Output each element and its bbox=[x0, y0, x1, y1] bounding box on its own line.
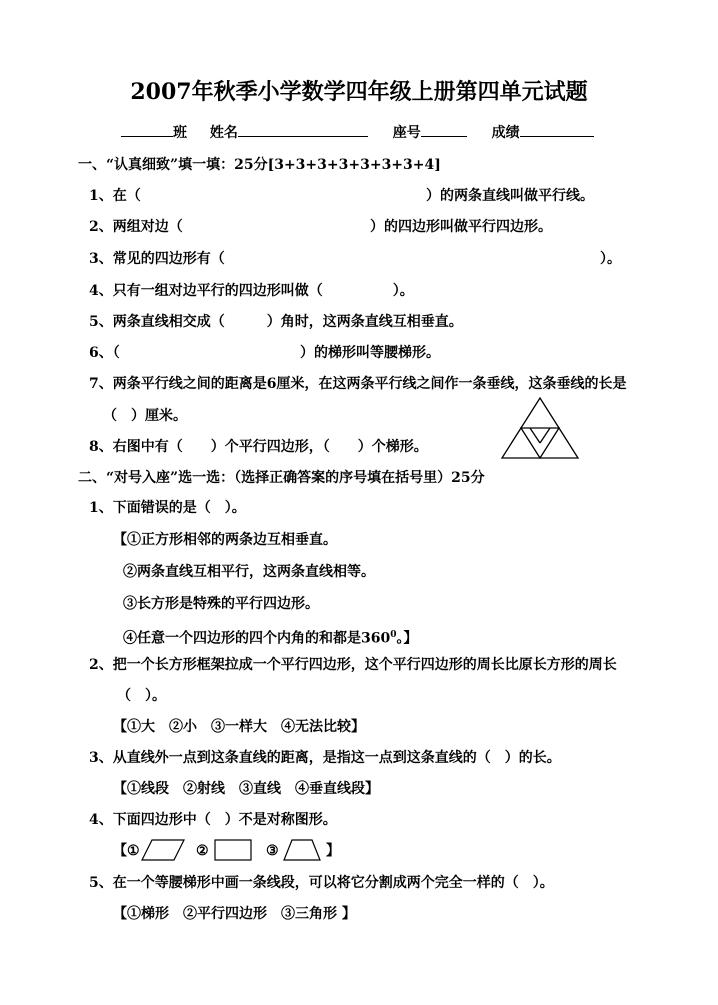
s1-q6-start: 6、（ bbox=[89, 345, 120, 361]
s2-q5: 5、在一个等腰梯形中画一条线段，可以将它分割成两个完全一样的（ ）。 bbox=[89, 875, 554, 891]
s2-q1-option3: ③长方形是特殊的平行四边形。 bbox=[123, 596, 319, 612]
class-label: 班 bbox=[173, 125, 187, 141]
s1-q2-start: 2、两组对边（ bbox=[89, 219, 183, 235]
s1-q8: 8、右图中有（ ）个平行四边形，（ ）个梯形。 bbox=[89, 439, 428, 455]
inner-line-right bbox=[540, 428, 550, 443]
rectangle-shape bbox=[214, 838, 252, 862]
score-label: 成绩 bbox=[491, 125, 520, 141]
inner-line-left bbox=[530, 428, 540, 443]
s1-q4: 4、只有一组对边平行的四边形叫做（ ）。 bbox=[89, 283, 414, 299]
name-blank[interactable] bbox=[238, 122, 368, 137]
class-blank[interactable] bbox=[121, 122, 173, 137]
triangle-figure bbox=[500, 396, 580, 462]
s2-q4-bracket-right: 】 bbox=[326, 843, 340, 859]
s2-q1-option4-end: 。】 bbox=[396, 630, 418, 647]
s2-q4-opt3-label: ③ bbox=[266, 843, 279, 859]
parallelogram-shape bbox=[140, 838, 186, 862]
s1-q3-start: 3、常见的四边形有（ bbox=[89, 251, 225, 267]
s1-q5: 5、两条直线相交成（ ）角时，这两条直线互相垂直。 bbox=[89, 314, 463, 330]
seat-blank[interactable] bbox=[421, 122, 467, 137]
s2-q1-option2: ②两条直线互相平行，这两条直线相等。 bbox=[123, 564, 375, 580]
s2-q4-opt1-label: ① bbox=[127, 843, 140, 859]
score-blank[interactable] bbox=[520, 122, 594, 137]
s2-q4-bracket-left: 【 bbox=[113, 843, 127, 859]
section2-heading: 二、“对号入座”选一选：（选择正确答案的序号填在括号里）25分 bbox=[78, 470, 485, 486]
s1-q1-end: ）的两条直线叫做平行线。 bbox=[426, 188, 594, 204]
s2-q3-options: 【①线段 ②射线 ③直线 ④垂直线段】 bbox=[113, 781, 379, 797]
s1-q2-end: ）的四边形叫做平行四边形。 bbox=[370, 219, 552, 235]
trapezoid-shape bbox=[282, 838, 322, 862]
page-title: 2007年秋季小学数学四年级上册第四单元试题 bbox=[130, 79, 588, 105]
s2-q1: 1、下面错误的是（ ）。 bbox=[89, 500, 246, 516]
name-label: 姓名 bbox=[209, 125, 238, 141]
s2-q2-line1: 2、把一个长方形框架拉成一个平行四边形，这个平行四边形的周长比原长方形的周长 bbox=[89, 657, 617, 673]
s2-q5-options: 【①梯形 ②平行四边形 ③三角形 】 bbox=[113, 906, 356, 922]
s2-q4-opt2-label: ② bbox=[196, 843, 209, 859]
s2-q1-option4 bbox=[123, 625, 418, 649]
seat-label: 座号 bbox=[392, 125, 421, 141]
s1-q3-end: ）。 bbox=[600, 251, 621, 267]
info-line bbox=[121, 122, 594, 143]
s2-q2-options: 【①大 ②小 ③一样大 ④无法比较】 bbox=[113, 719, 365, 735]
s1-q6-end: ）的梯形叫等腰梯形。 bbox=[300, 345, 440, 361]
section1-heading: 一、“认真细致”填一填：25分[3+3+3+3+3+3+3+4] bbox=[78, 157, 441, 173]
s1-q7-line1: 7、两条平行线之间的距离是6厘米，在这两条平行线之间作一条垂线，这条垂线的长是 bbox=[89, 376, 627, 392]
s1-q7-line2: （ ）厘米。 bbox=[103, 408, 187, 424]
s2-q2-line2: （ ）。 bbox=[117, 688, 166, 704]
s2-q1-option1: 【①正方形相邻的两条边互相垂直。 bbox=[113, 532, 337, 548]
degree-sup: 0 bbox=[390, 630, 397, 640]
s2-q4: 4、下面四边形中（ ）不是对称图形。 bbox=[89, 812, 337, 828]
s2-q3: 3、从直线外一点到这条直线的距离，是指这一点到这条直线的（ ）的长。 bbox=[89, 750, 561, 766]
s1-q1-start: 1、在（ bbox=[89, 188, 141, 204]
s2-q1-option4-text: ④任意一个四边形的四个内角的和都是360 bbox=[123, 630, 391, 647]
